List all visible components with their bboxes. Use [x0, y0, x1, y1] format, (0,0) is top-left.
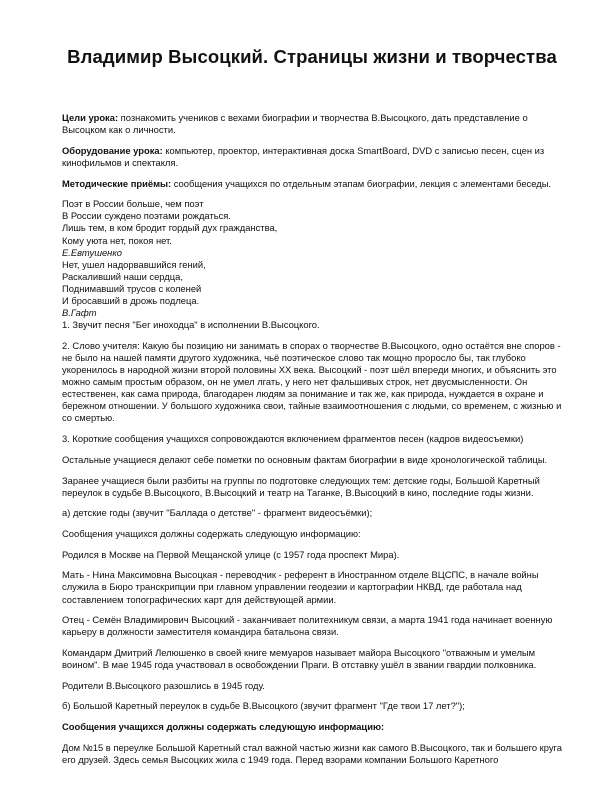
divorce-paragraph: Родители В.Высоцкого разошлись в 1945 году. [62, 679, 265, 691]
part-a-paragraph: а) детские годы (звучит "Баллада о детстве" - фрагмент видеосъёмки); [62, 507, 373, 519]
poem-author: Е.Евтушенко [62, 246, 122, 258]
message-intro-bold: Сообщения учащихся должны содержать следующую информацию: [62, 721, 385, 733]
part-b-paragraph: б) Большой Каретный переулок в судьбе В.Высоцкого (звучит фрагмент "Где твои 17 лет?"); [62, 700, 465, 712]
methods-paragraph [62, 178, 572, 190]
mother-paragraph: Мать - Нина Максимовна Высоцкая - переводчик - референт в Иностранном отделе ВЦСПС, в начале войны служила в Бюро транскрипции при главном управлении геодезии и картографии НКВД, где работала над составлением топографических карт для действующей армии. [62, 569, 539, 605]
equipment-text: компьютер, проектор, интерактивная доска SmartBoard, DVD с записью песен, сцен из кинофильмов и спектакля. [62, 144, 545, 168]
equipment-label: Оборудование урока: [62, 144, 163, 156]
message-intro: Сообщения учащихся должны содержать следующую информацию: [62, 527, 361, 539]
poem-line: Поэт в России больше, чем поэт [62, 198, 204, 210]
born-paragraph: Родился в Москве на Первой Мещанской улице (с 1957 года проспект Мира). [62, 548, 400, 560]
methods-label: Методические приёмы: [62, 177, 172, 189]
poem-line: Нет, ушел надорвавшийся гений, [62, 258, 206, 270]
poem-line: В России суждено поэтами рождаться. [62, 210, 231, 222]
poem-line: Поднимавший трусов с коленей [62, 282, 202, 294]
document-title: Владимир Высоцкий. Страницы жизни и творчества [67, 46, 557, 67]
commander-paragraph: Командарм Дмитрий Лелюшенко в своей книге мемуаров называет майора Высоцкого "отважным и умелым воином". В мае 1945 года участвовал в освобождении Праги. В отставку ушёл в звании гвардии полковника. [62, 647, 537, 671]
poem-author: В.Гафт [62, 307, 97, 319]
poem-line: Раскаливший наши сердца, [62, 270, 183, 282]
equipment-paragraph [62, 145, 572, 169]
goals-paragraph [62, 112, 572, 136]
groups-paragraph: Заранее учащиеся были разбиты на группы по подготовке следующих тем: детские годы, Большой Каретный переулок в судьбе В.Высоцкого, В.Высоцкий и театр на Таганке, В.Высоцкий в кино, последние годы жизни. [62, 474, 540, 498]
poem-block [62, 198, 572, 331]
step-1: 1. Звучит песня "Бег иноходца" в исполнении В.Высоцкого. [62, 319, 320, 331]
step-3-paragraph: 3. Короткие сообщения учащихся сопровождаются включением фрагментов песен (кадров видеосъемки) [62, 433, 524, 445]
poem-line: Лишь тем, в ком бродит гордый дух гражданства, [62, 222, 278, 234]
goals-label: Цели урока: [62, 112, 119, 123]
document-body [62, 112, 572, 775]
house15-paragraph: Дом №15 в переулке Большой Каретный стал важной частью жизни как самого В.Высоцкого, так и большего круга его друзей. Здесь семья Высоцких жила с 1949 года. Перед взорами компании Большого Каретного [62, 741, 562, 765]
poem-line: Кому уюта нет, покоя нет. [62, 234, 172, 246]
step-2-paragraph: 2. Слово учителя: Какую бы позицию ни занимать в спорах о творчестве В.Высоцкого, одно остаётся вне споров - не было на нашей памяти другого художника, чьё поэтическое слово так мощно проросло бы, так глубоко укоренилось в народной жизни второй половины XX века. Высоцкий - поэт шёл впереди многих, и объяснить это можно самым простым образом, он не умел лгать, у него нет фальшивых строк, нет двусмысленности. Он естественен, как сама природа, благодарен людям за понимание и так же, как природа, нуждается в охране и бережном отношении. У большого художника свои, тайные взаимоотношения с людьми, со временем, с жизнью и со смертью. [62, 339, 562, 424]
goals-text: познакомить учеников с вехами биографии и творчества В.Высоцкого, дать представление о Высоцком как о личности. [62, 112, 528, 136]
notes-paragraph: Остальные учащиеся делают себе пометки по основным фактам биографии в виде хронологической таблицы. [62, 453, 548, 465]
methods-text: сообщения учащихся по отдельным этапам биографии, лекция с элементами беседы. [171, 177, 552, 189]
father-paragraph: Отец - Семён Владимирович Высоцкий - заканчивает политехникум связи, а марта 1941 года начинает военную карьеру в должности заместителя командира батальона связи. [62, 614, 553, 638]
poem-line: И бросавший в дрожь подлеца. [62, 295, 200, 306]
